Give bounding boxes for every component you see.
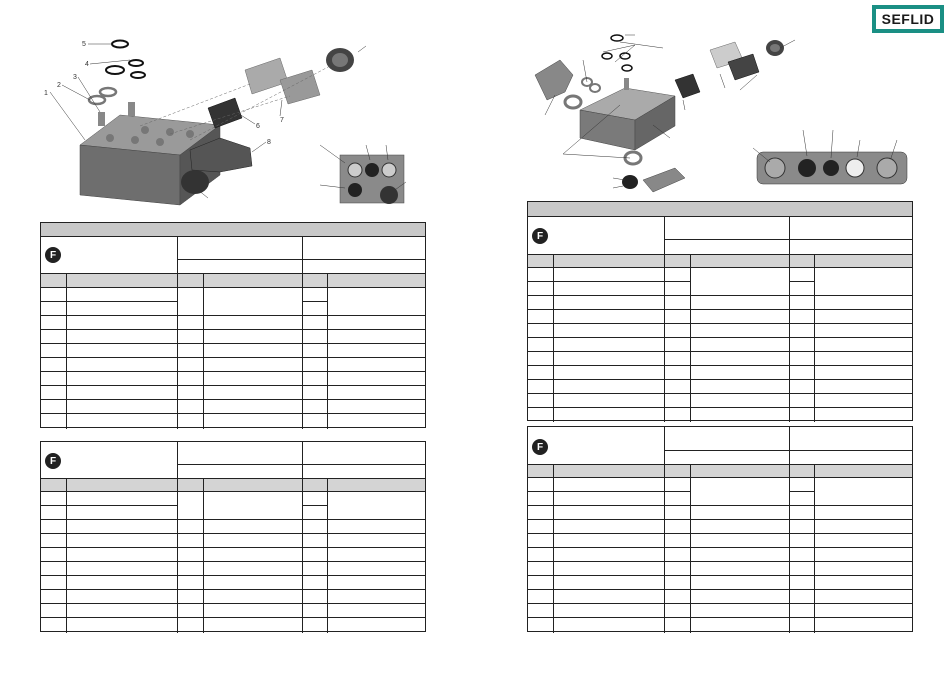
language-badge-f: F [45,453,61,469]
left-exploded-view-illustration [40,30,430,215]
parts-table-right-top [527,201,913,421]
language-badge-f: F [532,228,548,244]
language-badge-f: F [532,439,548,455]
parts-table-right-bottom [527,426,913,632]
brand-logo-text: SEFLID [875,8,941,30]
language-badge-f: F [45,247,61,263]
callout-6: 6 [256,123,260,130]
right-exploded-view-illustration [525,30,915,200]
callout-3: 3 [73,74,77,81]
callout-4: 4 [85,61,89,68]
brand-logo [872,5,944,33]
callout-7: 7 [280,117,284,124]
table-title-bar [528,202,912,217]
callout-5: 5 [82,41,86,48]
callout-1: 1 [44,90,48,97]
parts-table-left-top [40,222,426,428]
parts-table-left-bottom [40,441,426,632]
callout-2: 2 [57,82,61,89]
table-title-bar [41,223,425,237]
callout-8: 8 [267,139,271,146]
